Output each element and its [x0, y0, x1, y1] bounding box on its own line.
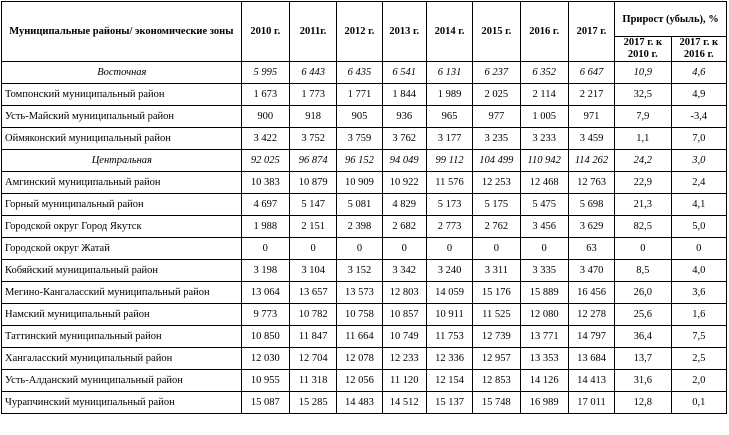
table-row: [2, 128, 727, 150]
year-value-cell: 14 059: [426, 282, 472, 304]
year-value-cell: 3 233: [520, 128, 568, 150]
year-value-cell: 965: [426, 106, 472, 128]
year-value-cell: 3 759: [337, 128, 382, 150]
year-value-cell: 6 237: [473, 62, 520, 84]
year-value-cell: 15 748: [473, 392, 520, 414]
growth-value-cell: 26,0: [615, 282, 671, 304]
year-value-cell: 11 753: [426, 326, 472, 348]
growth-value-cell: -3,4: [671, 106, 726, 128]
growth-value-cell: 7,9: [615, 106, 671, 128]
table-row: [2, 282, 727, 304]
table-row: [2, 216, 727, 238]
column-header-year: 2014 г.: [426, 2, 472, 62]
district-name: Городской округ Жатай: [2, 238, 242, 260]
year-value-cell: 14 483: [337, 392, 382, 414]
year-value-cell: 14 126: [520, 370, 568, 392]
statistics-table: [1, 1, 727, 414]
year-value-cell: 14 413: [568, 370, 614, 392]
year-value-cell: 16 456: [568, 282, 614, 304]
year-value-cell: 12 704: [289, 348, 336, 370]
year-value-cell: 2 151: [289, 216, 336, 238]
district-name: Горный муниципальный район: [2, 194, 242, 216]
year-value-cell: 12 803: [382, 282, 426, 304]
district-name: Амгинский муниципальный район: [2, 172, 242, 194]
growth-value-cell: 4,6: [671, 62, 726, 84]
year-value-cell: 110 942: [520, 150, 568, 172]
year-value-cell: 2 217: [568, 84, 614, 106]
growth-value-cell: 4,9: [671, 84, 726, 106]
year-value-cell: 15 285: [289, 392, 336, 414]
year-value-cell: 14 512: [382, 392, 426, 414]
district-name: Кобяйский муниципальный район: [2, 260, 242, 282]
year-value-cell: 977: [473, 106, 520, 128]
district-name: Хангаласский муниципальный район: [2, 348, 242, 370]
year-value-cell: 11 120: [382, 370, 426, 392]
year-value-cell: 3 456: [520, 216, 568, 238]
year-value-cell: 3 311: [473, 260, 520, 282]
year-value-cell: 0: [337, 238, 382, 260]
district-name: Оймяконский муниципальный район: [2, 128, 242, 150]
year-value-cell: 10 850: [241, 326, 289, 348]
year-value-cell: 10 782: [289, 304, 336, 326]
year-value-cell: 92 025: [241, 150, 289, 172]
growth-value-cell: 0,1: [671, 392, 726, 414]
table-body: [2, 62, 727, 414]
district-name: Чурапчинский муниципальный район: [2, 392, 242, 414]
district-name: Усть-Майский муниципальный район: [2, 106, 242, 128]
year-value-cell: 12 739: [473, 326, 520, 348]
year-value-cell: 6 435: [337, 62, 382, 84]
year-value-cell: 5 995: [241, 62, 289, 84]
year-value-cell: 3 335: [520, 260, 568, 282]
year-value-cell: 0: [426, 238, 472, 260]
year-value-cell: 1 844: [382, 84, 426, 106]
year-value-cell: 11 525: [473, 304, 520, 326]
year-value-cell: 11 576: [426, 172, 472, 194]
year-value-cell: 12 080: [520, 304, 568, 326]
year-value-cell: 13 657: [289, 282, 336, 304]
year-value-cell: 3 342: [382, 260, 426, 282]
district-name: Мегино-Кангаласский муниципальный район: [2, 282, 242, 304]
table-row: [2, 84, 727, 106]
year-value-cell: 10 758: [337, 304, 382, 326]
year-value-cell: 12 078: [337, 348, 382, 370]
year-value-cell: 15 176: [473, 282, 520, 304]
table-row: [2, 370, 727, 392]
growth-value-cell: 13,7: [615, 348, 671, 370]
year-value-cell: 15 889: [520, 282, 568, 304]
year-value-cell: 96 874: [289, 150, 336, 172]
column-header-growth: Прирост (убыль), %: [615, 2, 727, 37]
year-value-cell: 13 353: [520, 348, 568, 370]
year-value-cell: 3 198: [241, 260, 289, 282]
year-value-cell: 5 081: [337, 194, 382, 216]
year-value-cell: 1 773: [289, 84, 336, 106]
year-value-cell: 63: [568, 238, 614, 260]
year-value-cell: 12 056: [337, 370, 382, 392]
year-value-cell: 10 857: [382, 304, 426, 326]
year-value-cell: 13 573: [337, 282, 382, 304]
year-value-cell: 3 177: [426, 128, 472, 150]
year-value-cell: 11 664: [337, 326, 382, 348]
year-value-cell: 0: [473, 238, 520, 260]
growth-value-cell: 3,6: [671, 282, 726, 304]
year-value-cell: 17 011: [568, 392, 614, 414]
column-header-year: 2016 г.: [520, 2, 568, 62]
year-value-cell: 3 422: [241, 128, 289, 150]
table-row: [2, 260, 727, 282]
year-value-cell: 4 829: [382, 194, 426, 216]
year-value-cell: 104 499: [473, 150, 520, 172]
year-value-cell: 918: [289, 106, 336, 128]
table-row: [2, 304, 727, 326]
year-value-cell: 114 262: [568, 150, 614, 172]
district-name: Усть-Алданский муниципальный район: [2, 370, 242, 392]
growth-value-cell: 4,1: [671, 194, 726, 216]
growth-value-cell: 25,6: [615, 304, 671, 326]
year-value-cell: 2 025: [473, 84, 520, 106]
year-value-cell: 12 763: [568, 172, 614, 194]
year-value-cell: 1 988: [241, 216, 289, 238]
year-value-cell: 13 684: [568, 348, 614, 370]
year-value-cell: 12 468: [520, 172, 568, 194]
year-value-cell: 1 005: [520, 106, 568, 128]
growth-value-cell: 0: [671, 238, 726, 260]
table-row: [2, 392, 727, 414]
header-row: [2, 2, 727, 37]
year-value-cell: 12 154: [426, 370, 472, 392]
growth-value-cell: 7,0: [671, 128, 726, 150]
growth-value-cell: 12,8: [615, 392, 671, 414]
district-name: Намский муниципальный район: [2, 304, 242, 326]
year-value-cell: 3 152: [337, 260, 382, 282]
table-row: [2, 194, 727, 216]
year-value-cell: 5 147: [289, 194, 336, 216]
column-header-growth-2010: 2017 г. к 2010 г.: [615, 37, 671, 62]
column-header-year: 2011г.: [289, 2, 336, 62]
year-value-cell: 9 773: [241, 304, 289, 326]
year-value-cell: 96 152: [337, 150, 382, 172]
table-row: [2, 326, 727, 348]
year-value-cell: 11 318: [289, 370, 336, 392]
year-value-cell: 3 235: [473, 128, 520, 150]
district-name: Таттинский муниципальный район: [2, 326, 242, 348]
zone-row: [2, 150, 727, 172]
year-value-cell: 0: [289, 238, 336, 260]
year-value-cell: 10 922: [382, 172, 426, 194]
year-value-cell: 3 752: [289, 128, 336, 150]
year-value-cell: 10 911: [426, 304, 472, 326]
growth-value-cell: 24,2: [615, 150, 671, 172]
growth-value-cell: 2,0: [671, 370, 726, 392]
year-value-cell: 13 064: [241, 282, 289, 304]
year-value-cell: 14 797: [568, 326, 614, 348]
year-value-cell: 2 398: [337, 216, 382, 238]
year-value-cell: 0: [520, 238, 568, 260]
growth-value-cell: 5,0: [671, 216, 726, 238]
column-header-year: 2017 г.: [568, 2, 614, 62]
growth-value-cell: 82,5: [615, 216, 671, 238]
growth-value-cell: 4,0: [671, 260, 726, 282]
year-value-cell: 15 087: [241, 392, 289, 414]
year-value-cell: 3 104: [289, 260, 336, 282]
year-value-cell: 10 879: [289, 172, 336, 194]
year-value-cell: 2 762: [473, 216, 520, 238]
year-value-cell: 11 847: [289, 326, 336, 348]
growth-value-cell: 22,9: [615, 172, 671, 194]
column-header-year: 2010 г.: [241, 2, 289, 62]
growth-value-cell: 31,6: [615, 370, 671, 392]
year-value-cell: 5 475: [520, 194, 568, 216]
year-value-cell: 5 698: [568, 194, 614, 216]
growth-value-cell: 7,5: [671, 326, 726, 348]
year-value-cell: 94 049: [382, 150, 426, 172]
year-value-cell: 6 443: [289, 62, 336, 84]
year-value-cell: 3 762: [382, 128, 426, 150]
table-row: [2, 238, 727, 260]
year-value-cell: 3 459: [568, 128, 614, 150]
growth-value-cell: 32,5: [615, 84, 671, 106]
year-value-cell: 12 233: [382, 348, 426, 370]
growth-value-cell: 2,4: [671, 172, 726, 194]
year-value-cell: 6 541: [382, 62, 426, 84]
growth-value-cell: 10,9: [615, 62, 671, 84]
district-name: Городской округ Город Якутск: [2, 216, 242, 238]
year-value-cell: 12 336: [426, 348, 472, 370]
growth-value-cell: 2,5: [671, 348, 726, 370]
year-value-cell: 0: [382, 238, 426, 260]
column-header-year: 2015 г.: [473, 2, 520, 62]
year-value-cell: 10 955: [241, 370, 289, 392]
year-value-cell: 1 989: [426, 84, 472, 106]
year-value-cell: 5 175: [473, 194, 520, 216]
year-value-cell: 3 629: [568, 216, 614, 238]
column-header-growth-2016: 2017 г. к 2016 г.: [671, 37, 726, 62]
growth-value-cell: 1,1: [615, 128, 671, 150]
table-row: [2, 106, 727, 128]
growth-value-cell: 36,4: [615, 326, 671, 348]
table-row: [2, 348, 727, 370]
year-value-cell: 13 771: [520, 326, 568, 348]
year-value-cell: 12 957: [473, 348, 520, 370]
zone-row: [2, 62, 727, 84]
year-value-cell: 2 682: [382, 216, 426, 238]
year-value-cell: 971: [568, 106, 614, 128]
year-value-cell: 12 030: [241, 348, 289, 370]
year-value-cell: 6 647: [568, 62, 614, 84]
growth-value-cell: 3,0: [671, 150, 726, 172]
year-value-cell: 3 470: [568, 260, 614, 282]
year-value-cell: 10 909: [337, 172, 382, 194]
year-value-cell: 900: [241, 106, 289, 128]
zone-name: Центральная: [2, 150, 242, 172]
year-value-cell: 2 114: [520, 84, 568, 106]
district-name: Томпонский муниципальный район: [2, 84, 242, 106]
year-value-cell: 12 253: [473, 172, 520, 194]
year-value-cell: 12 278: [568, 304, 614, 326]
year-value-cell: 1 771: [337, 84, 382, 106]
year-value-cell: 15 137: [426, 392, 472, 414]
year-value-cell: 1 673: [241, 84, 289, 106]
year-value-cell: 16 989: [520, 392, 568, 414]
growth-value-cell: 0: [615, 238, 671, 260]
zone-name: Восточная: [2, 62, 242, 84]
growth-value-cell: 1,6: [671, 304, 726, 326]
column-header-name: Муниципальные районы/ экономические зоны: [2, 2, 242, 62]
year-value-cell: 3 240: [426, 260, 472, 282]
year-value-cell: 99 112: [426, 150, 472, 172]
year-value-cell: 10 749: [382, 326, 426, 348]
year-value-cell: 10 383: [241, 172, 289, 194]
column-header-year: 2012 г.: [337, 2, 382, 62]
year-value-cell: 12 853: [473, 370, 520, 392]
column-header-year: 2013 г.: [382, 2, 426, 62]
growth-value-cell: 21,3: [615, 194, 671, 216]
year-value-cell: 905: [337, 106, 382, 128]
year-value-cell: 2 773: [426, 216, 472, 238]
year-value-cell: 6 131: [426, 62, 472, 84]
table-row: [2, 172, 727, 194]
year-value-cell: 5 173: [426, 194, 472, 216]
year-value-cell: 0: [241, 238, 289, 260]
year-value-cell: 6 352: [520, 62, 568, 84]
year-value-cell: 936: [382, 106, 426, 128]
growth-value-cell: 8,5: [615, 260, 671, 282]
year-value-cell: 4 697: [241, 194, 289, 216]
